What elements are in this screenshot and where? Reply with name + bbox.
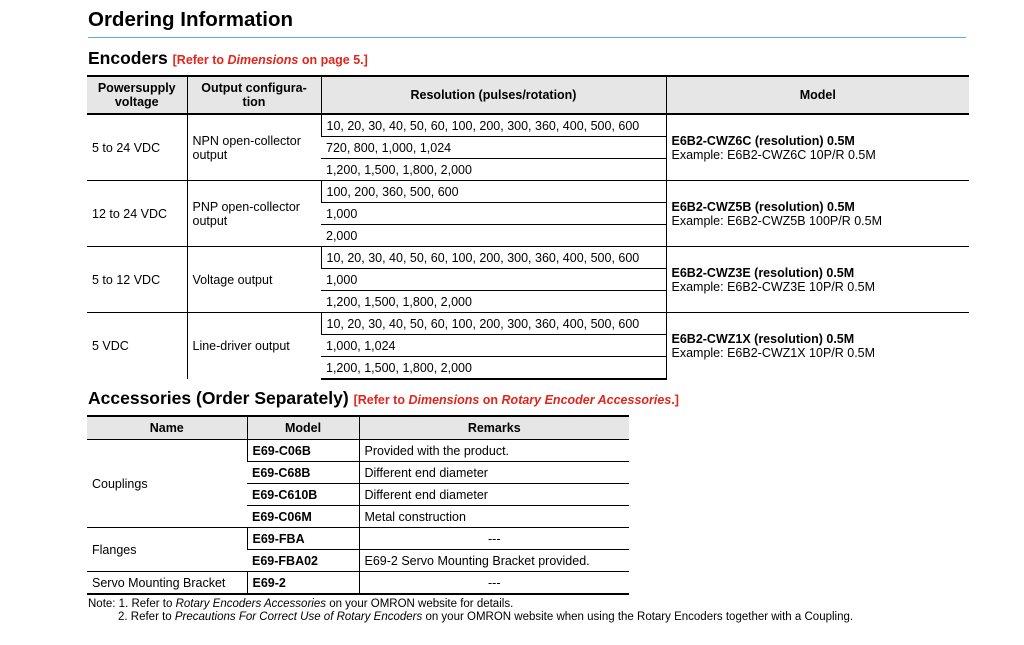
acc-model: E69-C06B: [247, 440, 359, 462]
supply-voltage-cell: 5 to 12 VDC: [87, 247, 187, 313]
resolution-cell: 1,200, 1,500, 1,800, 2,000: [321, 159, 666, 181]
table-row: [87, 572, 629, 595]
model-cell: [666, 181, 969, 247]
acc-model: E69-FBA02: [247, 550, 359, 572]
output-configuration-cell: NPN open-collector output: [187, 114, 321, 181]
acc-model: E69-FBA: [247, 528, 359, 550]
model-code: E6B2-CWZ6C (resolution) 0.5M: [671, 133, 855, 148]
model-cell: [666, 247, 969, 313]
acc-remark: ---: [359, 572, 629, 595]
output-configuration-cell: Voltage output: [187, 247, 321, 313]
accessories-heading: [88, 388, 679, 409]
acc-remark: Provided with the product.: [359, 440, 629, 462]
acc-remark: Different end diameter: [359, 462, 629, 484]
model-code: E6B2-CWZ1X (resolution) 0.5M: [671, 332, 855, 346]
supply-voltage-cell: 5 to 24 VDC: [92, 140, 161, 155]
table-row: [87, 528, 629, 550]
encoders-heading: [88, 48, 368, 69]
resolution-cell: 1,000, 1,024: [321, 335, 666, 357]
accessories-heading-text: Accessories (Order Separately): [88, 388, 349, 408]
table-row: [87, 114, 969, 137]
note-2: 2. Refer to Precautions For Correct Use of Rotary Encoders on your OMRON website when using the Rotary Encoders together with a Coupling.: [118, 611, 854, 623]
couplings-name: Couplings: [87, 440, 247, 528]
resolution-cell: 10, 20, 30, 40, 50, 60, 100, 200, 300, 360, 400, 500, 600: [321, 114, 666, 137]
model-code: E6B2-CWZ5B (resolution) 0.5M: [671, 199, 855, 214]
header-resolution: Resolution (pulses/rotation): [321, 76, 666, 114]
flanges-name: Flanges: [87, 528, 247, 572]
resolution-cell: 100, 200, 360, 500, 600: [321, 181, 666, 203]
encoders-header-row: [87, 76, 969, 114]
resolution-cell: 1,000: [321, 269, 666, 291]
model-cell: [666, 114, 969, 181]
table-row: [87, 181, 969, 203]
encoders-heading-text: Encoders: [88, 48, 168, 68]
header-output-configuration: Output configura- tion: [187, 76, 321, 114]
header-name: Name: [87, 416, 247, 440]
accessories-reference: [Refer to Dimensions on Rotary Encoder Accessories.]: [353, 393, 679, 407]
encoders-reference: [Refer to Dimensions on page 5.]: [172, 53, 368, 67]
output-configuration-cell: PNP open-collector output: [187, 181, 321, 247]
acc-model: E69-C06M: [247, 506, 359, 528]
acc-remark: ---: [359, 528, 629, 550]
supply-voltage-cell: 5 VDC: [87, 313, 187, 380]
resolution-cell: 1,000: [321, 203, 666, 225]
supply-voltage-cell: 12 to 24 VDC: [87, 181, 187, 247]
acc-remark: Different end diameter: [359, 484, 629, 506]
model-example: Example: E6B2-CWZ1X 10P/R 0.5M: [671, 346, 876, 360]
resolution-cell: 720, 800, 1,000, 1,024: [321, 137, 666, 159]
table-row: [87, 247, 969, 269]
resolution-cell: 2,000: [321, 225, 666, 247]
header-model: Model: [666, 76, 969, 114]
model-code: E6B2-CWZ3E (resolution) 0.5M: [671, 265, 855, 280]
acc-model: E69-C610B: [247, 484, 359, 506]
acc-model: E69-2: [247, 572, 359, 595]
resolution-cell: 10, 20, 30, 40, 50, 60, 100, 200, 300, 360, 400, 500, 600: [321, 313, 666, 335]
acc-remark: Metal construction: [359, 506, 629, 528]
title-rule: [88, 37, 966, 38]
page-title: Ordering Information: [88, 8, 293, 31]
servo-name: Servo Mounting Bracket: [87, 572, 247, 595]
header-power-supply: Powersupply voltage: [87, 76, 187, 114]
resolution-cell: 1,200, 1,500, 1,800, 2,000: [321, 357, 666, 380]
model-example: Example: E6B2-CWZ3E 10P/R 0.5M: [671, 279, 876, 294]
note-1: Note: 1. Refer to Rotary Encoders Accessories on your OMRON website for details.: [88, 598, 514, 610]
table-row: [87, 440, 629, 462]
accessories-table: [87, 415, 629, 595]
acc-remark: E69-2 Servo Mounting Bracket provided.: [359, 550, 629, 572]
model-cell: [666, 313, 969, 380]
accessories-header-row: [87, 416, 629, 440]
encoders-table: [87, 75, 969, 380]
resolution-cell: 1,200, 1,500, 1,800, 2,000: [321, 291, 666, 313]
header-remarks: Remarks: [359, 416, 629, 440]
acc-model: E69-C68B: [247, 462, 359, 484]
table-row: [87, 313, 969, 335]
resolution-cell: 10, 20, 30, 40, 50, 60, 100, 200, 300, 360, 400, 500, 600: [321, 247, 666, 269]
model-example: Example: E6B2-CWZ5B 100P/R 0.5M: [671, 213, 882, 228]
notes: [88, 598, 853, 624]
header-acc-model: Model: [247, 416, 359, 440]
output-configuration-cell: Line-driver output: [187, 313, 321, 380]
model-example: Example: E6B2-CWZ6C 10P/R 0.5M: [671, 147, 876, 162]
